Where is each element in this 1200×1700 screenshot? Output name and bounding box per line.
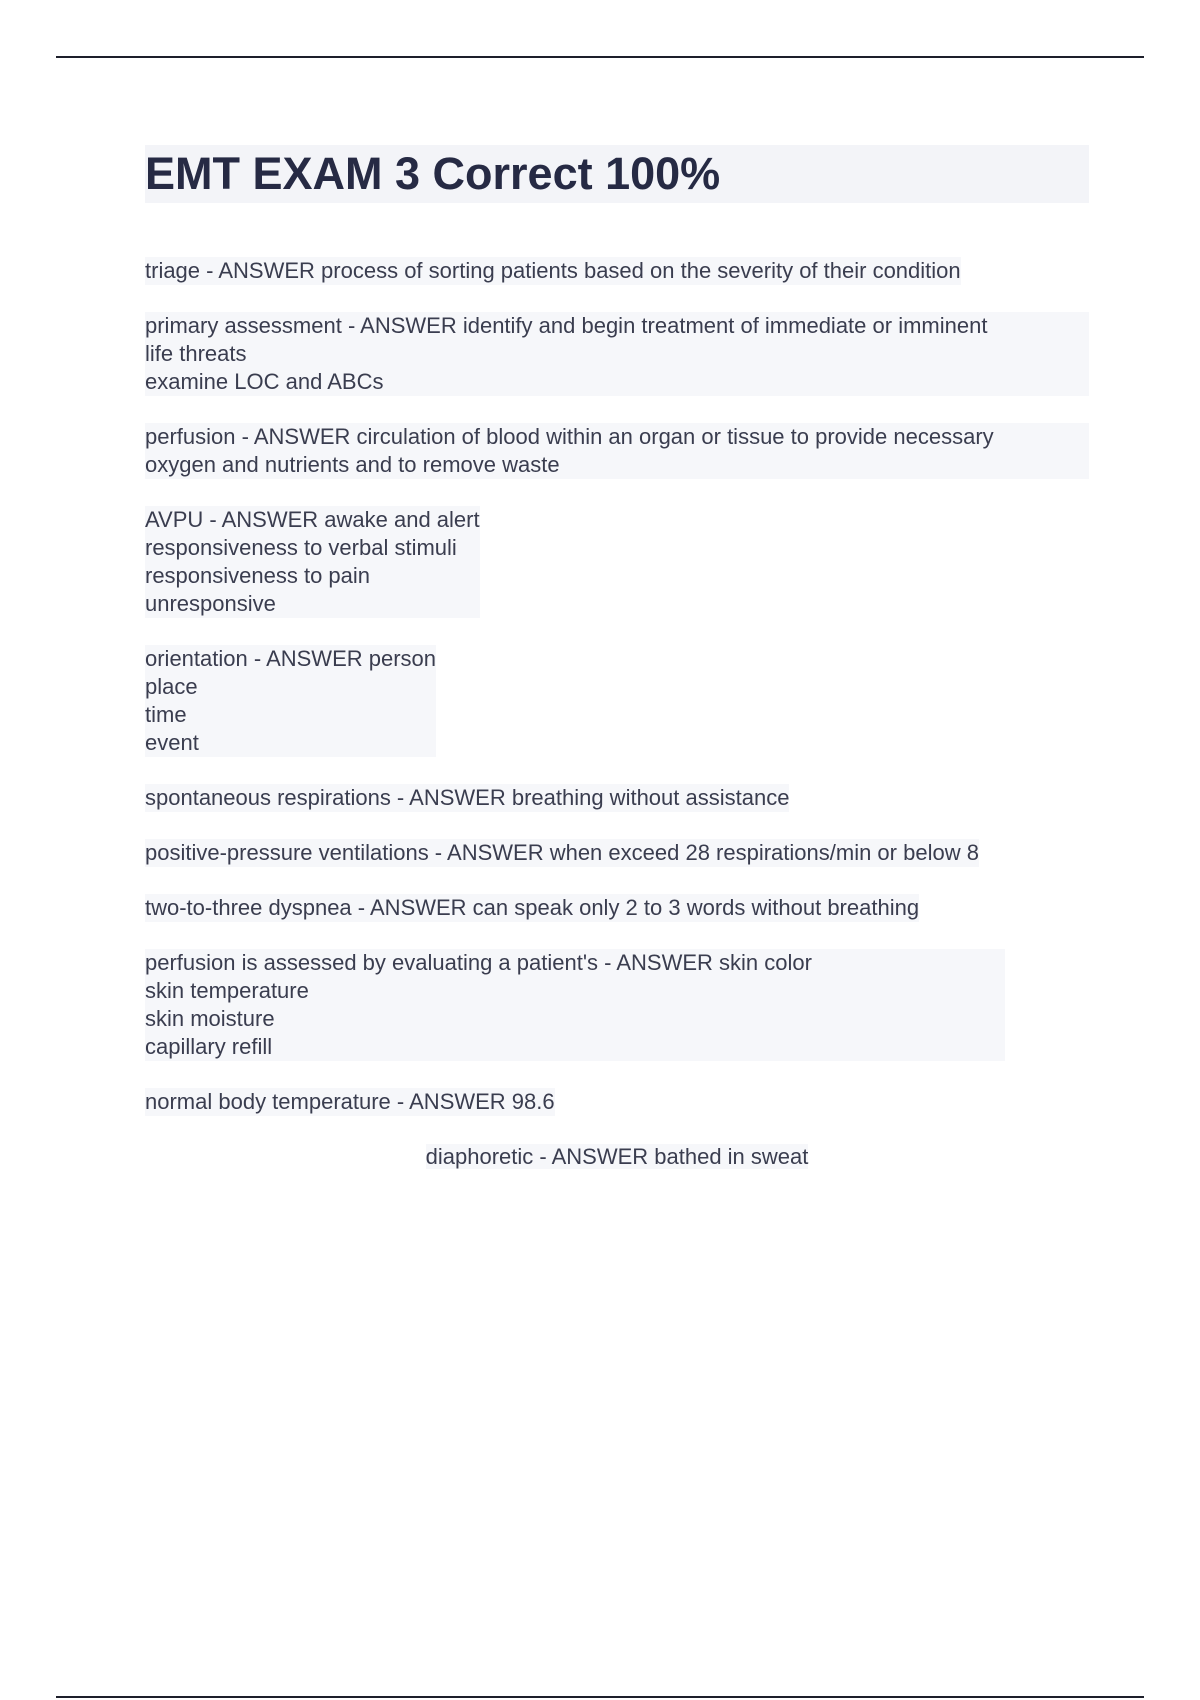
bottom-rule — [56, 1696, 1144, 1698]
qa-entry — [145, 894, 1089, 949]
title-block — [145, 145, 1089, 203]
qa-line: AVPU - ANSWER awake and alert — [145, 507, 480, 532]
qa-entry — [145, 1088, 1089, 1143]
qa-entry — [145, 949, 1089, 1088]
qa-line: place — [145, 674, 198, 699]
qa-line: time — [145, 702, 187, 727]
qa-line: responsiveness to pain — [145, 563, 371, 588]
qa-entry — [145, 645, 1089, 784]
qa-line: positive-pressure ventilations - ANSWER when exceed 28 respirations/min or below 8 — [145, 840, 979, 865]
qa-entry — [145, 257, 1089, 312]
qa-entry — [145, 506, 1089, 645]
qa-line: spontaneous respirations - ANSWER breathing without assistance — [145, 785, 790, 810]
qa-line: two-to-three dyspnea - ANSWER can speak only 2 to 3 words without breathing — [145, 895, 920, 920]
document-body — [145, 145, 1089, 1198]
qa-line: capillary refill — [145, 1034, 273, 1059]
qa-line: triage - ANSWER process of sorting patients based on the severity of their condition — [145, 258, 961, 283]
qa-line: skin moisture — [145, 1006, 275, 1031]
qa-line: examine LOC and ABCs — [145, 369, 384, 394]
qa-entry — [145, 312, 1089, 396]
qa-line: diaphoretic - ANSWER bathed in sweat — [425, 1144, 809, 1169]
qa-line: life threats — [145, 341, 247, 366]
qa-line: oxygen and nutrients and to remove waste — [145, 452, 560, 477]
qa-line: orientation - ANSWER person — [145, 646, 437, 671]
qa-line: perfusion is assessed by evaluating a patient's - ANSWER skin color — [145, 950, 812, 975]
qa-entry — [145, 1143, 1089, 1171]
qa-line: unresponsive — [145, 591, 276, 616]
top-rule — [56, 56, 1144, 58]
qa-line: primary assessment - ANSWER identify and begin treatment of immediate or imminent — [145, 313, 988, 338]
qa-line: skin temperature — [145, 978, 309, 1003]
qa-line: event — [145, 730, 199, 755]
qa-entry — [145, 784, 1089, 839]
qa-line: responsiveness to verbal stimuli — [145, 535, 457, 560]
page-title: EMT EXAM 3 Correct 100% — [145, 148, 721, 199]
qa-entry — [145, 839, 1089, 894]
qa-line: perfusion - ANSWER circulation of blood within an organ or tissue to provide necessary — [145, 424, 994, 449]
qa-line: normal body temperature - ANSWER 98.6 — [145, 1089, 555, 1114]
qa-entry — [145, 423, 1089, 479]
